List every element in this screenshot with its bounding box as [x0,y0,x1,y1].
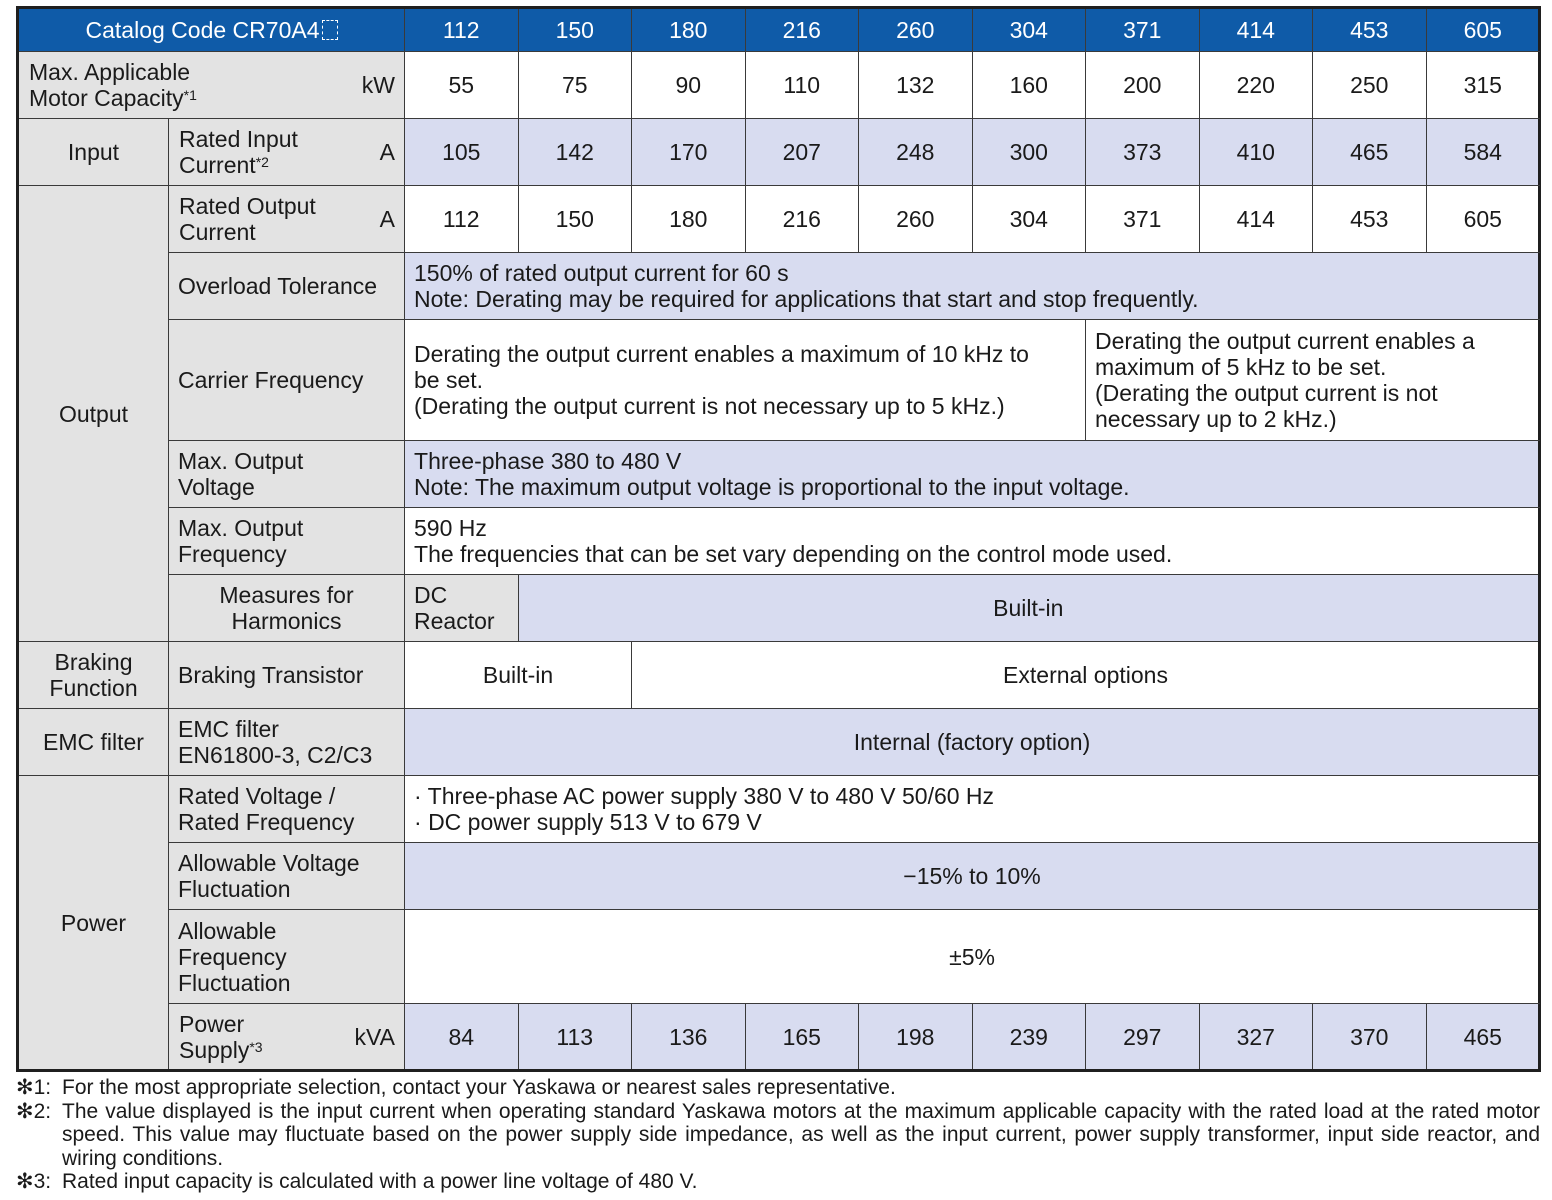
braking-external-value: External options [632,642,1540,709]
value-cell: 410 [1199,119,1313,186]
max-frequency-value: 590 Hz The frequencies that can be set vary depending on the control mode used. [405,508,1540,575]
value-cell: 250 [1313,52,1427,119]
value-cell: 304 [972,186,1086,253]
value-cell: 84 [405,1004,519,1071]
value-cell: 465 [1313,119,1427,186]
footnote-mark: ✻2: [16,1099,52,1123]
group-harmonics: Measures for Harmonics [169,575,405,642]
rated-voltage-value: · Three-phase AC power supply 380 V to 480 V 50/60 Hz · DC power supply 513 V to 679 V [405,776,1540,843]
value-cell: 260 [859,186,973,253]
value-cell: 113 [518,1004,632,1071]
code-cell: 605 [1426,8,1540,52]
emc-filter-label: EMC filter EN61800-3, C2/C3 [169,709,405,776]
value-cell: 142 [518,119,632,186]
code-cell: 453 [1313,8,1427,52]
max-frequency-label: Max. Output Frequency [169,508,405,575]
row-braking [18,642,1540,709]
footnotes [16,1076,1540,1194]
value-cell: 315 [1426,52,1540,119]
overload-label: Overload Tolerance [169,253,405,320]
placeholder-box-icon [322,20,338,40]
value-cell: 453 [1313,186,1427,253]
group-braking: Braking Function [18,642,169,709]
footnote-mark: ✻3: [16,1170,52,1193]
group-input: Input [18,119,169,186]
value-cell: 112 [405,186,519,253]
spec-table [16,6,1541,1072]
voltage-fluctuation-label: Allowable Voltage Fluctuation [169,843,405,910]
row-emc [18,709,1540,776]
row-harmonics [18,575,1540,642]
value-cell: 55 [405,52,519,119]
overload-value: 150% of rated output current for 60 s Note: Derating may be required for applications that start and stop frequently. [405,253,1540,320]
row-max-frequency [18,508,1540,575]
value-cell: 216 [745,186,859,253]
value-cell: 165 [745,1004,859,1071]
code-cell: 414 [1199,8,1313,52]
code-cell: 112 [405,8,519,52]
voltage-fluctuation-value: −15% to 10% [405,843,1540,910]
max-voltage-label: Max. Output Voltage [169,441,405,508]
dc-reactor-value: Built-in [518,575,1540,642]
group-emc: EMC filter [18,709,169,776]
value-cell: 136 [632,1004,746,1071]
power-supply-label: Power Supply$^{*3}$ kVA [169,1004,405,1071]
carrier-frequency-label: Carrier Frequency [169,320,405,441]
footnote-text: For the most appropriate selection, contact your Yaskawa or nearest sales representative. [62,1076,896,1099]
code-cell: 371 [1086,8,1200,52]
value-cell: 327 [1199,1004,1313,1071]
group-output: Output [18,186,169,642]
value-cell: 150 [518,186,632,253]
rated-input-label: Rated Input Current$^{*2}$ A [169,119,405,186]
group-power: Power [18,776,169,1071]
footnote-3 [16,1170,1540,1194]
footnote-text: The value displayed is the input current when operating standard Yaskawa motors at the maximum applicable capacity with the rated load at the rated motor speed. This value may fluctuate based on the power supply side impedance, as well as the input current, power supply transformer, input side reactor, and wiring conditions. [62,1099,1540,1170]
footnote-text: Rated input capacity is calculated with a power line voltage of 480 V. [62,1170,698,1193]
code-cell: 180 [632,8,746,52]
catalog-code-label: Catalog Code CR70A4 [18,8,405,52]
value-cell: 414 [1199,186,1313,253]
value-cell: 200 [1086,52,1200,119]
value-cell: 220 [1199,52,1313,119]
row-voltage-fluctuation [18,843,1540,910]
value-cell: 297 [1086,1004,1200,1071]
header-row [18,8,1540,52]
value-cell: 75 [518,52,632,119]
motor-capacity-label: Max. Applicable Motor Capacity$^{*1}$ kW [18,52,405,119]
frequency-fluctuation-label: Allowable Frequency Fluctuation [169,910,405,1004]
value-cell: 371 [1086,186,1200,253]
row-frequency-fluctuation [18,910,1540,1004]
value-cell: 300 [972,119,1086,186]
value-cell: 160 [972,52,1086,119]
value-cell: 605 [1426,186,1540,253]
value-cell: 105 [405,119,519,186]
value-cell: 198 [859,1004,973,1071]
frequency-fluctuation-value: ±5% [405,910,1540,1004]
row-motor-capacity [18,52,1540,119]
code-cell: 150 [518,8,632,52]
carrier-frequency-right: Derating the output current enables a maximum of 5 kHz to be set. (Derating the output current is not necessary up to 2 kHz.) [1086,320,1540,441]
carrier-frequency-left: Derating the output current enables a maximum of 10 kHz to be set. (Derating the output current is not necessary up to 5 kHz.) [405,320,1086,441]
dc-reactor-label: DC Reactor [405,575,519,642]
row-rated-voltage [18,776,1540,843]
value-cell: 132 [859,52,973,119]
value-cell: 248 [859,119,973,186]
footnote-1 [16,1076,1540,1100]
value-cell: 584 [1426,119,1540,186]
row-power-supply [18,1004,1540,1071]
value-cell: 90 [632,52,746,119]
braking-transistor-label: Braking Transistor [169,642,405,709]
value-cell: 170 [632,119,746,186]
code-cell: 216 [745,8,859,52]
emc-filter-value: Internal (factory option) [405,709,1540,776]
value-cell: 110 [745,52,859,119]
value-cell: 207 [745,119,859,186]
row-rated-output [18,186,1540,253]
row-rated-input [18,119,1540,186]
code-cell: 260 [859,8,973,52]
value-cell: 370 [1313,1004,1427,1071]
footnote-mark: ✻1: [16,1076,52,1099]
code-cell: 304 [972,8,1086,52]
braking-builtin-value: Built-in [405,642,632,709]
footnote-2 [16,1100,1540,1171]
row-carrier-frequency [18,320,1540,441]
value-cell: 180 [632,186,746,253]
value-cell: 239 [972,1004,1086,1071]
rated-output-label: Rated Output Current A [169,186,405,253]
max-voltage-value: Three-phase 380 to 480 V Note: The maximum output voltage is proportional to the input voltage. [405,441,1540,508]
value-cell: 373 [1086,119,1200,186]
value-cell: 465 [1426,1004,1540,1071]
row-max-voltage [18,441,1540,508]
rated-voltage-label: Rated Voltage / Rated Frequency [169,776,405,843]
row-overload [18,253,1540,320]
